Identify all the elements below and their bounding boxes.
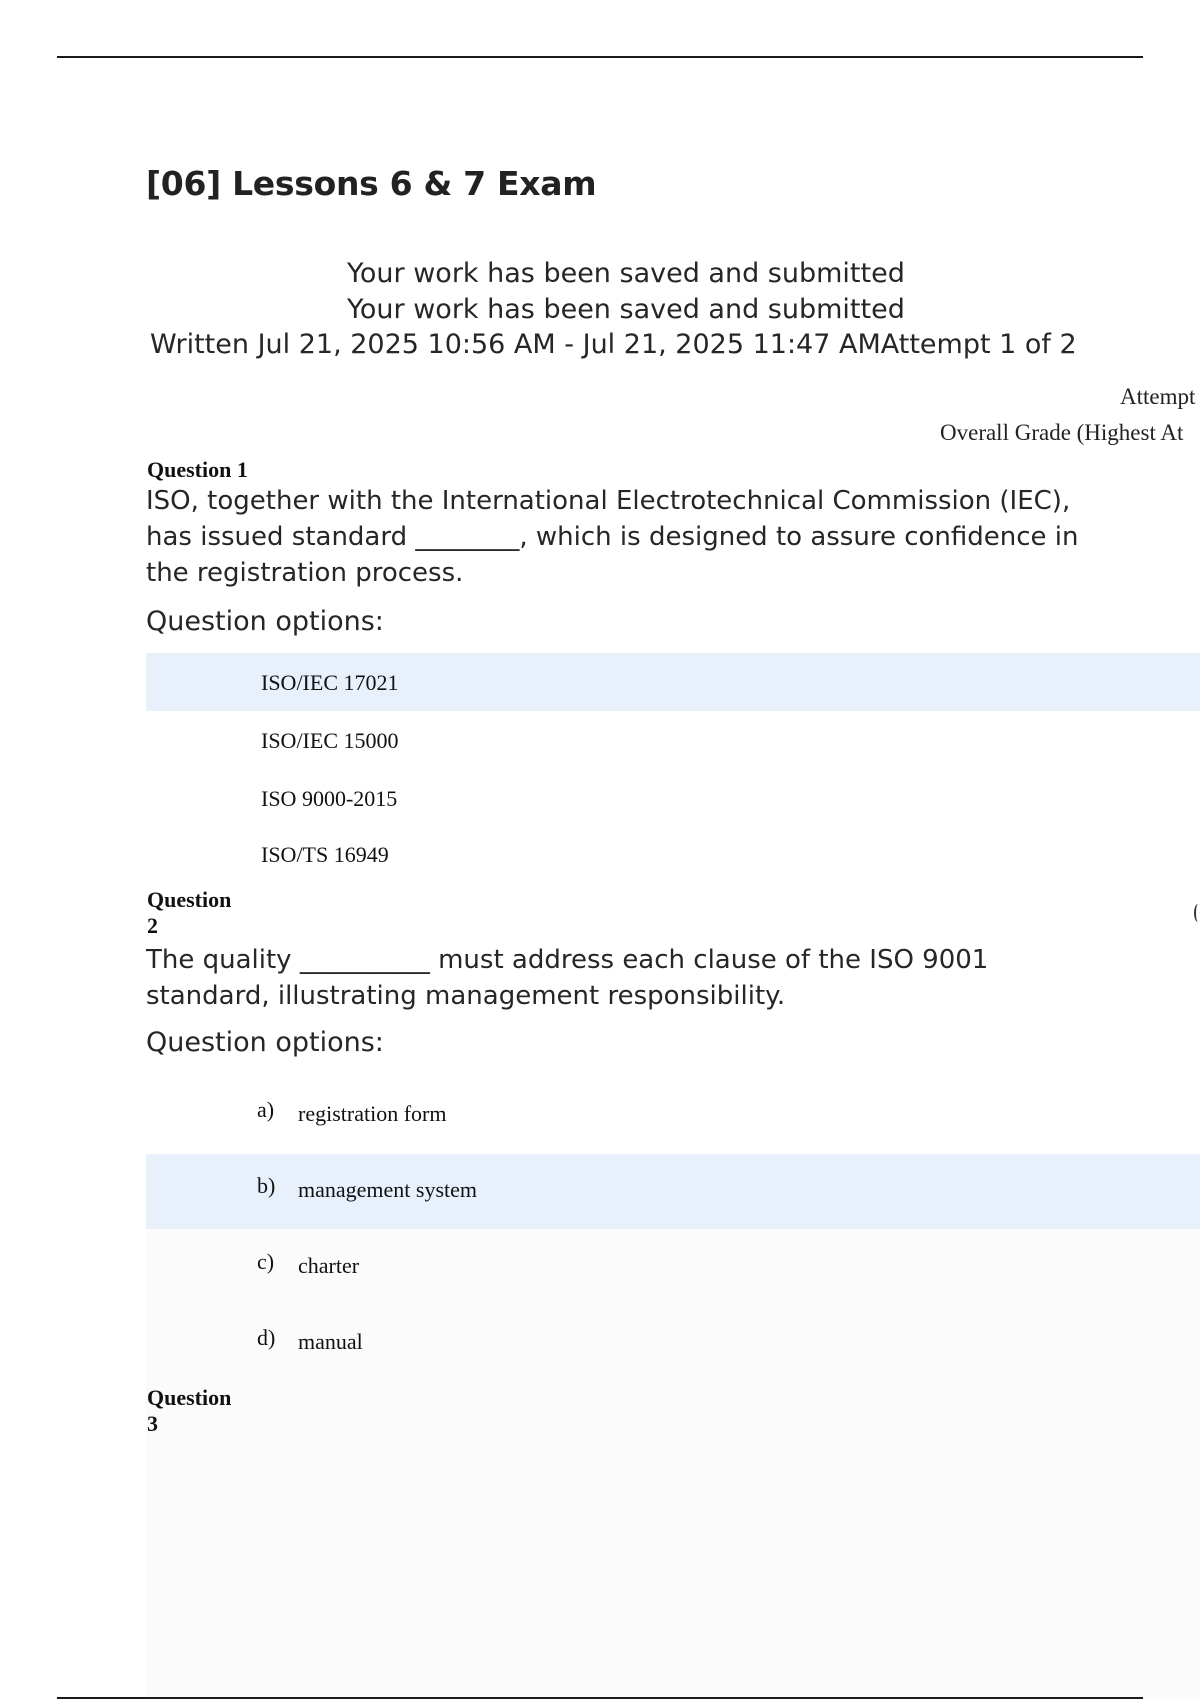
question-2-option-c[interactable] (146, 1229, 1200, 1305)
written-dates: Written Jul 21, 2025 10:56 AM - Jul 21, 2025 11:47 AMAttempt 1 of 2 (150, 329, 1077, 360)
question-2-text: The quality __________ must address each clause of the ISO 9001 standard, illustrating management responsibility. (146, 945, 989, 1011)
saved-message: Your work has been saved and submitted (347, 258, 905, 289)
option-text: ISO 9000-2015 (261, 786, 398, 811)
option-text: management system (298, 1177, 478, 1202)
question-number: 2 (147, 913, 158, 938)
option-text: ISO/IEC 15000 (261, 728, 399, 753)
overall-grade-label: Overall Grade (Highest At (940, 420, 1184, 445)
question-1-option-a[interactable] (146, 653, 1200, 711)
question-1-option-c[interactable] (146, 769, 1200, 827)
question-1-option-b[interactable] (146, 711, 1200, 769)
question-3-label (147, 1385, 231, 1437)
top-divider (57, 56, 1143, 58)
option-letter: a) (257, 1097, 275, 1122)
question-1-label (147, 457, 248, 483)
question-label-text: Question (147, 1385, 232, 1410)
question-1-option-d[interactable] (146, 827, 1200, 882)
option-text: registration form (298, 1101, 447, 1126)
question-2-option-d[interactable] (146, 1305, 1200, 1381)
question-2-option-b[interactable] (146, 1154, 1200, 1229)
question-1-text: ISO, together with the International Electrotechnical Commission (IEC), has issued standard ________, which is designed to assure confidence in the registration process. (146, 486, 1079, 588)
attempt-label: Attempt (1120, 384, 1196, 409)
question-2-options-label: Question options: (146, 1027, 384, 1058)
option-text: manual (298, 1329, 363, 1354)
option-letter: c) (257, 1249, 275, 1274)
option-text: ISO/IEC 17021 (261, 670, 399, 695)
question-2-label (147, 887, 231, 939)
bottom-divider (57, 1697, 1143, 1699)
option-text: ISO/TS 16949 (261, 842, 389, 867)
question-number: 3 (147, 1411, 158, 1436)
edge-glyph (1194, 904, 1200, 922)
saved-message-repeat: Your work has been saved and submitted (347, 294, 905, 325)
question-label-text: Question 1 (147, 457, 248, 482)
exam-title: [06] Lessons 6 & 7 Exam (146, 164, 597, 203)
option-text: charter (298, 1253, 360, 1278)
option-letter: d) (257, 1325, 276, 1350)
question-1-options-label: Question options: (146, 606, 384, 637)
question-2-option-a[interactable] (146, 1083, 1200, 1153)
option-letter: b) (257, 1173, 276, 1198)
question-label-text: Question (147, 887, 232, 912)
